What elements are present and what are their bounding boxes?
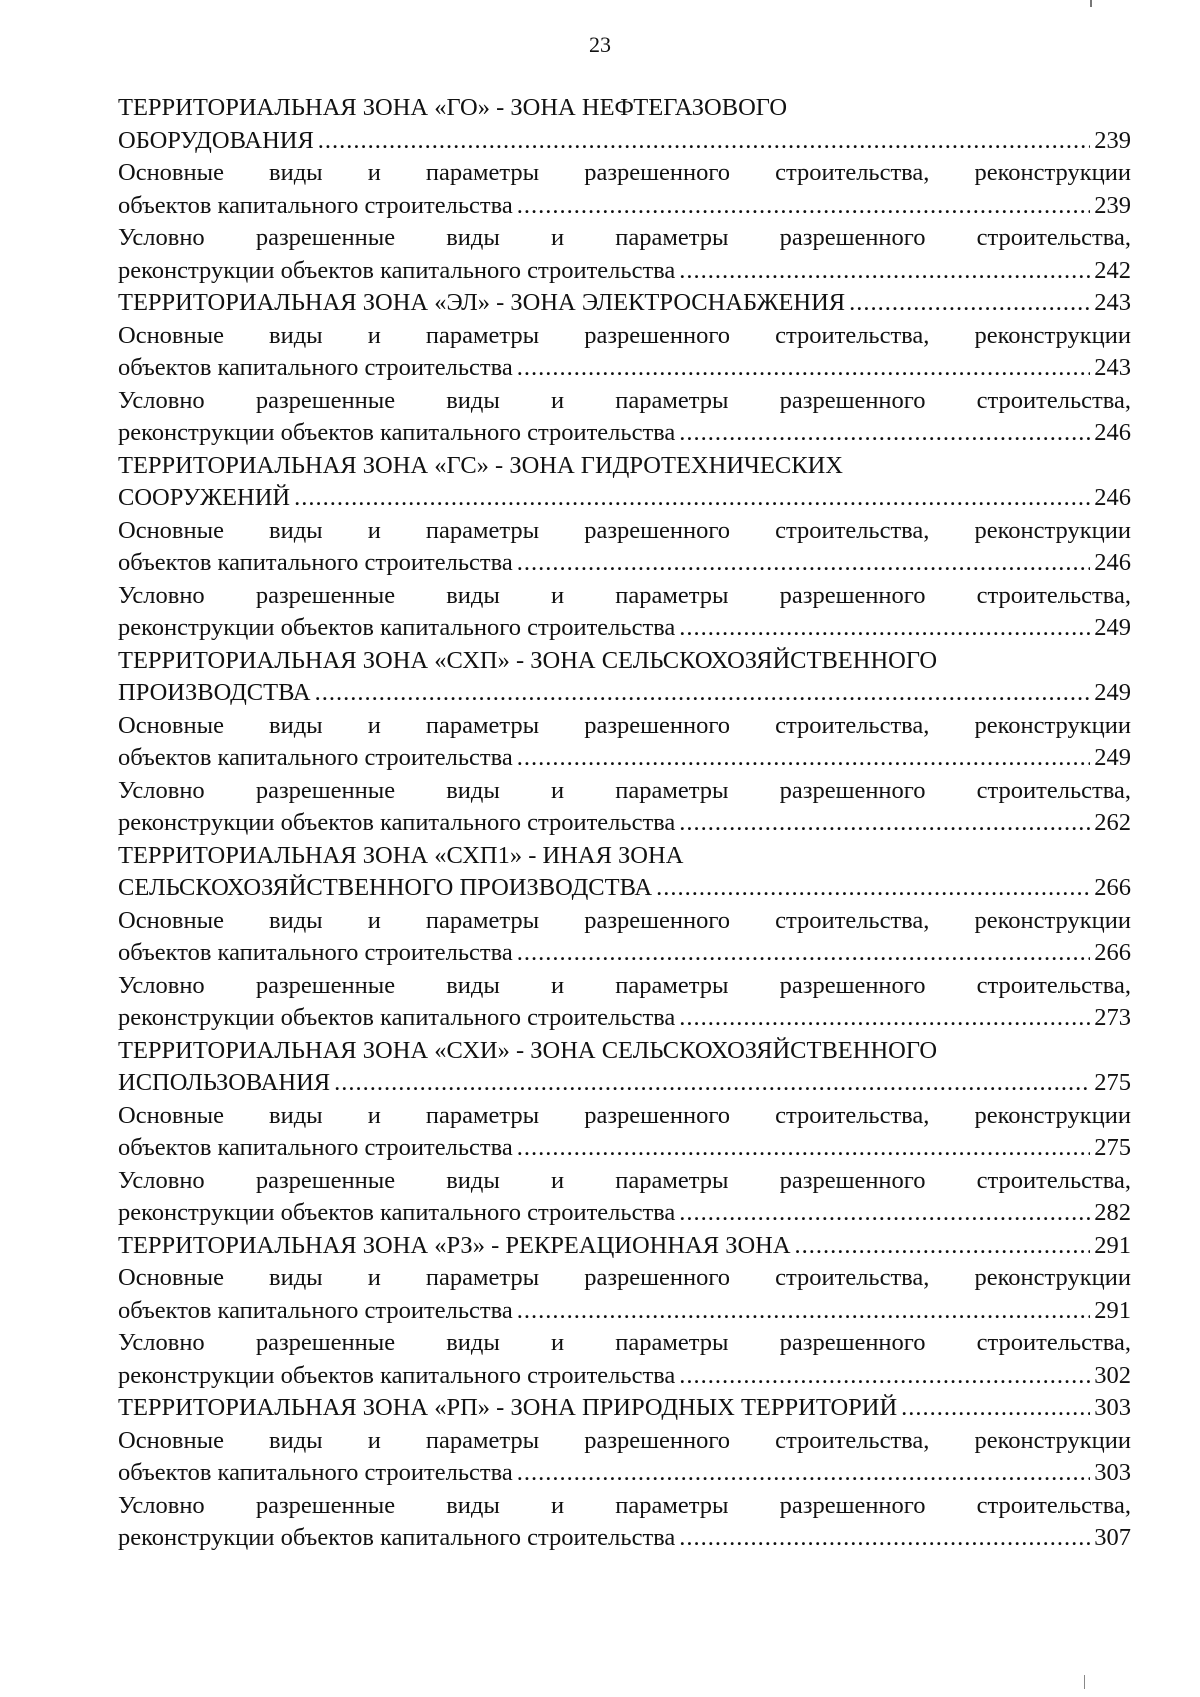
toc-entry-first-line [118, 1165, 1131, 1198]
toc-entry [118, 1262, 1131, 1327]
scan-mark-top [1090, 0, 1092, 7]
toc-entry-first-line [118, 1262, 1131, 1295]
toc-entry-first-line [118, 1425, 1131, 1458]
toc-page-number: 249 [1094, 679, 1131, 706]
toc-page-number: 303 [1094, 1394, 1131, 1421]
word: реконструкции [974, 159, 1131, 186]
toc-entry-last-line [118, 742, 1131, 775]
toc-entry-first-line [118, 385, 1131, 418]
toc-entry-title: реконструкции объектов капитального строительства [118, 809, 676, 836]
word: Условно [118, 224, 205, 251]
toc-page-number: 282 [1094, 1199, 1131, 1226]
toc-entry-last-line [118, 287, 1131, 320]
toc-entry [118, 905, 1131, 970]
word: разрешенные [255, 1491, 396, 1519]
toc-entry-title: ОБОРУДОВАНИЯ [118, 126, 314, 154]
toc-entry-title: реконструкции объектов капитального строительства [118, 256, 676, 284]
toc-entry-last-line [118, 417, 1131, 450]
word: разрешенного [779, 224, 926, 251]
toc-entry-title: ТЕРРИТОРИАЛЬНАЯ ЗОНА «РЗ» - РЕКРЕАЦИОННАЯ ЗОНА [118, 1231, 791, 1259]
toc-entry-last-line [118, 190, 1131, 223]
word: разрешенного [584, 321, 731, 349]
word: виды [269, 159, 323, 186]
toc-page-number: 246 [1094, 419, 1131, 446]
word: и [551, 1166, 565, 1194]
toc-page-number: 243 [1094, 289, 1131, 316]
toc-entry-last-line [118, 807, 1131, 840]
word: Основные [118, 1101, 224, 1129]
dot-leader [656, 872, 1090, 905]
word: разрешенного [779, 1166, 926, 1194]
toc-page-number: 275 [1094, 1134, 1131, 1161]
word: строительства, [775, 159, 930, 186]
page-number: 23 [589, 32, 611, 57]
word: виды [269, 516, 323, 544]
dot-leader [679, 1360, 1090, 1393]
toc-page-number: 303 [1094, 1459, 1131, 1486]
word: строительства, [775, 1426, 930, 1454]
toc-entry-first-line [118, 320, 1131, 353]
word: разрешенные [255, 776, 396, 804]
toc-entry [118, 1327, 1131, 1392]
toc-entry-first-line [118, 775, 1131, 808]
word: разрешенные [255, 224, 396, 251]
toc-entry [118, 645, 1131, 710]
toc-entry-title: реконструкции объектов капитального строительства [118, 1524, 676, 1551]
word: Основные [118, 321, 224, 349]
toc-entry-last-line [118, 1197, 1131, 1230]
toc-page-number: 291 [1094, 1296, 1131, 1324]
toc-entry-first-line: ТЕРРИТОРИАЛЬНАЯ ЗОНА «ГО» - ЗОНА НЕФТЕГАЗОВОГО [118, 94, 788, 121]
toc-entry-last-line [118, 1295, 1131, 1328]
word: Основные [118, 1264, 224, 1291]
word: и [367, 1264, 381, 1291]
word: разрешенные [255, 386, 396, 414]
word: реконструкции [974, 516, 1131, 544]
toc-entry [118, 1165, 1131, 1230]
word: реконструкции [974, 1426, 1131, 1454]
word: Условно [118, 971, 205, 999]
word: реконструкции [974, 711, 1131, 739]
toc-entry-last-line [118, 482, 1131, 515]
toc-page-number: 302 [1094, 1361, 1131, 1389]
word: строительства, [976, 971, 1131, 999]
dot-leader [679, 417, 1090, 450]
word: Основные [118, 1426, 224, 1454]
word: строительства, [775, 711, 930, 739]
word: и [367, 1426, 381, 1454]
toc-entry [118, 775, 1131, 840]
toc-entry-last-line [118, 1002, 1131, 1035]
word: реконструкции [974, 906, 1131, 934]
word: разрешенного [779, 1329, 926, 1356]
toc-page-number: 266 [1094, 939, 1131, 966]
word: и [367, 906, 381, 934]
word: виды [446, 581, 500, 609]
word: виды [269, 711, 323, 739]
word: разрешенного [584, 1101, 731, 1129]
word: виды [269, 1426, 323, 1454]
toc-entry-title: реконструкции объектов капитального строительства [118, 1361, 676, 1389]
toc-entry [118, 385, 1131, 450]
word: Условно [118, 1329, 205, 1356]
toc-page-number: 243 [1094, 354, 1131, 381]
toc-entry-title: ПРОИЗВОДСТВА [118, 679, 311, 706]
dot-leader [315, 677, 1091, 710]
toc-entry-title: реконструкции объектов капитального строительства [118, 419, 676, 446]
word: разрешенного [779, 581, 926, 609]
toc-entry-last-line [118, 547, 1131, 580]
word: и [551, 581, 565, 609]
word: строительства, [775, 1264, 930, 1291]
word: виды [446, 386, 500, 414]
word: строительства, [976, 1491, 1131, 1519]
toc-page-number: 239 [1094, 126, 1131, 154]
word: реконструкции [974, 1264, 1131, 1291]
word: разрешенного [584, 711, 731, 739]
dot-leader [517, 1295, 1091, 1328]
toc-entry-last-line [118, 255, 1131, 288]
word: Основные [118, 516, 224, 544]
word: разрешенного [779, 776, 926, 804]
toc-entry-first-line [118, 580, 1131, 613]
word: Основные [118, 906, 224, 934]
word: параметры [615, 581, 729, 609]
toc-entry [118, 92, 1131, 157]
toc-entry-first-line [118, 222, 1131, 255]
dot-leader [517, 1457, 1091, 1490]
toc-entry-last-line [118, 1230, 1131, 1263]
toc-entry [118, 450, 1131, 515]
toc-entry-title: объектов капитального строительства [118, 191, 513, 219]
word: строительства, [976, 386, 1131, 414]
toc-page-number: 273 [1094, 1004, 1131, 1031]
toc-page-number: 262 [1094, 809, 1131, 836]
dot-leader [517, 1132, 1091, 1165]
toc-entry-title: объектов капитального строительства [118, 354, 513, 381]
toc-entry-last-line [118, 1132, 1131, 1165]
toc-entry [118, 1392, 1131, 1425]
word: строительства, [775, 906, 930, 934]
toc-entry-first-line [118, 1490, 1131, 1523]
toc-entry-title: реконструкции объектов капитального строительства [118, 1004, 676, 1031]
word: виды [269, 321, 323, 349]
dot-leader [517, 742, 1091, 775]
toc-entry [118, 1490, 1131, 1555]
toc-entry [118, 840, 1131, 905]
word: параметры [425, 1426, 540, 1454]
word: разрешенного [584, 1264, 731, 1291]
word: виды [269, 1101, 323, 1129]
word: строительства, [976, 224, 1131, 251]
word: параметры [615, 224, 729, 251]
table-of-contents [118, 92, 1131, 1555]
toc-entry-title: объектов капитального строительства [118, 549, 513, 576]
word: Условно [118, 386, 205, 414]
dot-leader [795, 1230, 1091, 1263]
toc-entry-title: объектов капитального строительства [118, 1459, 513, 1486]
word: виды [446, 224, 500, 251]
word: виды [446, 1166, 500, 1194]
word: разрешенного [779, 386, 926, 414]
toc-entry-first-line [118, 1100, 1131, 1133]
word: разрешенного [584, 1426, 731, 1454]
word: и [367, 159, 381, 186]
word: Условно [118, 1491, 205, 1519]
toc-entry-title: объектов капитального строительства [118, 939, 513, 966]
toc-page-number: 307 [1094, 1524, 1131, 1551]
toc-entry-first-line: ТЕРРИТОРИАЛЬНАЯ ЗОНА «СХИ» - ЗОНА СЕЛЬСКОХОЗЯЙСТВЕННОГО [118, 1036, 938, 1064]
word: параметры [425, 1101, 540, 1129]
toc-entry-last-line [118, 1457, 1131, 1490]
word: строительства, [976, 776, 1131, 804]
toc-page-number: 275 [1094, 1069, 1131, 1096]
toc-entry-title: ИСПОЛЬЗОВАНИЯ [118, 1069, 331, 1096]
toc-entry [118, 1425, 1131, 1490]
word: виды [446, 971, 500, 999]
word: и [551, 1329, 565, 1356]
toc-page-number: 266 [1094, 874, 1131, 901]
word: виды [446, 1329, 500, 1356]
toc-page-number: 291 [1094, 1231, 1131, 1259]
toc-entry [118, 710, 1131, 775]
dot-leader [318, 125, 1090, 158]
toc-entry-title: объектов капитального строительства [118, 744, 513, 771]
word: и [367, 711, 381, 739]
word: параметры [615, 386, 729, 414]
word: строительства, [775, 516, 930, 544]
dot-leader [679, 255, 1090, 288]
toc-entry-first-line [118, 515, 1131, 548]
word: строительства, [775, 1101, 930, 1129]
word: параметры [615, 971, 729, 999]
toc-entry-title: реконструкции объектов капитального строительства [118, 1199, 676, 1226]
word: строительства, [976, 1329, 1131, 1356]
toc-entry [118, 1230, 1131, 1263]
scan-mark-bottom [1084, 1675, 1085, 1689]
toc-entry-title: объектов капитального строительства [118, 1296, 513, 1324]
word: строительства, [775, 321, 930, 349]
word: разрешенного [779, 1491, 926, 1519]
word: разрешенного [584, 906, 731, 934]
word: и [551, 224, 565, 251]
toc-entry-title: реконструкции объектов капитального строительства [118, 614, 676, 641]
toc-page-number: 246 [1094, 549, 1131, 576]
toc-entry-last-line [118, 872, 1131, 905]
dot-leader [849, 287, 1090, 320]
toc-entry-first-line [118, 710, 1131, 743]
toc-entry-last-line [118, 1522, 1131, 1555]
toc-page-number: 246 [1094, 484, 1131, 511]
dot-leader [334, 1067, 1090, 1100]
toc-entry-last-line [118, 937, 1131, 970]
word: реконструкции [974, 1101, 1131, 1129]
word: виды [446, 776, 500, 804]
toc-entry [118, 222, 1131, 287]
toc-entry-last-line [118, 352, 1131, 385]
dot-leader [517, 190, 1091, 223]
word: Условно [118, 1166, 205, 1194]
toc-entry-last-line [118, 125, 1131, 158]
word: разрешенного [584, 516, 731, 544]
word: Условно [118, 581, 205, 609]
word: и [551, 971, 565, 999]
toc-entry [118, 320, 1131, 385]
word: и [367, 1101, 381, 1129]
toc-entry-title: СООРУЖЕНИЙ [118, 484, 291, 511]
dot-leader [517, 937, 1091, 970]
word: параметры [425, 516, 540, 544]
word: виды [446, 1491, 500, 1519]
word: разрешенные [255, 1329, 396, 1356]
word: и [551, 1491, 565, 1519]
word: строительства, [976, 581, 1131, 609]
toc-entry-first-line [118, 905, 1131, 938]
toc-entry-first-line: ТЕРРИТОРИАЛЬНАЯ ЗОНА «СХП» - ЗОНА СЕЛЬСКОХОЗЯЙСТВЕННОГО [118, 646, 938, 674]
toc-entry-first-line [118, 157, 1131, 190]
toc-entry [118, 970, 1131, 1035]
word: параметры [425, 711, 540, 739]
toc-page-number: 239 [1094, 191, 1131, 219]
word: и [551, 386, 565, 414]
dot-leader [679, 1002, 1090, 1035]
toc-page-number: 249 [1094, 614, 1131, 641]
toc-entry-title: СЕЛЬСКОХОЗЯЙСТВЕННОГО ПРОИЗВОДСТВА [118, 874, 653, 901]
word: и [551, 776, 565, 804]
toc-entry-last-line [118, 1067, 1131, 1100]
word: параметры [615, 1166, 729, 1194]
toc-entry-last-line [118, 1392, 1131, 1425]
toc-entry-first-line [118, 970, 1131, 1003]
toc-entry-first-line [118, 1327, 1131, 1360]
toc-entry-last-line [118, 677, 1131, 710]
toc-entry-last-line [118, 1360, 1131, 1393]
toc-entry-first-line: ТЕРРИТОРИАЛЬНАЯ ЗОНА «ГС» - ЗОНА ГИДРОТЕХНИЧЕСКИХ [118, 451, 843, 479]
word: виды [269, 906, 323, 934]
word: параметры [615, 776, 729, 804]
word: параметры [425, 1264, 540, 1291]
word: разрешенные [255, 971, 396, 999]
word: разрешенного [779, 971, 926, 999]
word: Основные [118, 711, 224, 739]
dot-leader [517, 547, 1091, 580]
toc-entry-title: ТЕРРИТОРИАЛЬНАЯ ЗОНА «ЭЛ» - ЗОНА ЭЛЕКТРОСНАБЖЕНИЯ [118, 289, 846, 316]
toc-entry-title: объектов капитального строительства [118, 1134, 513, 1161]
toc-page-number: 242 [1094, 256, 1131, 284]
word: параметры [425, 321, 540, 349]
toc-entry [118, 515, 1131, 580]
toc-entry-first-line: ТЕРРИТОРИАЛЬНАЯ ЗОНА «СХП1» - ИНАЯ ЗОНА [118, 841, 684, 869]
dot-leader [679, 1522, 1090, 1555]
word: разрешенные [255, 581, 396, 609]
word: виды [269, 1264, 323, 1291]
word: Условно [118, 776, 205, 804]
toc-entry [118, 157, 1131, 222]
toc-entry-title: ТЕРРИТОРИАЛЬНАЯ ЗОНА «РП» - ЗОНА ПРИРОДНЫХ ТЕРРИТОРИЙ [118, 1394, 898, 1421]
toc-entry-last-line [118, 612, 1131, 645]
toc-page-number: 249 [1094, 744, 1131, 771]
dot-leader [901, 1392, 1090, 1425]
word: Основные [118, 159, 224, 186]
dot-leader [679, 807, 1090, 840]
dot-leader [517, 352, 1091, 385]
word: и [367, 321, 381, 349]
toc-entry [118, 580, 1131, 645]
word: реконструкции [974, 321, 1131, 349]
word: разрешенные [255, 1166, 396, 1194]
word: и [367, 516, 381, 544]
word: параметры [615, 1329, 729, 1356]
word: разрешенного [584, 159, 731, 186]
dot-leader [679, 1197, 1090, 1230]
word: параметры [615, 1491, 729, 1519]
dot-leader [294, 482, 1090, 515]
toc-entry [118, 287, 1131, 320]
word: параметры [425, 159, 540, 186]
toc-entry [118, 1035, 1131, 1100]
toc-entry [118, 1100, 1131, 1165]
word: строительства, [976, 1166, 1131, 1194]
dot-leader [679, 612, 1090, 645]
word: параметры [425, 906, 540, 934]
